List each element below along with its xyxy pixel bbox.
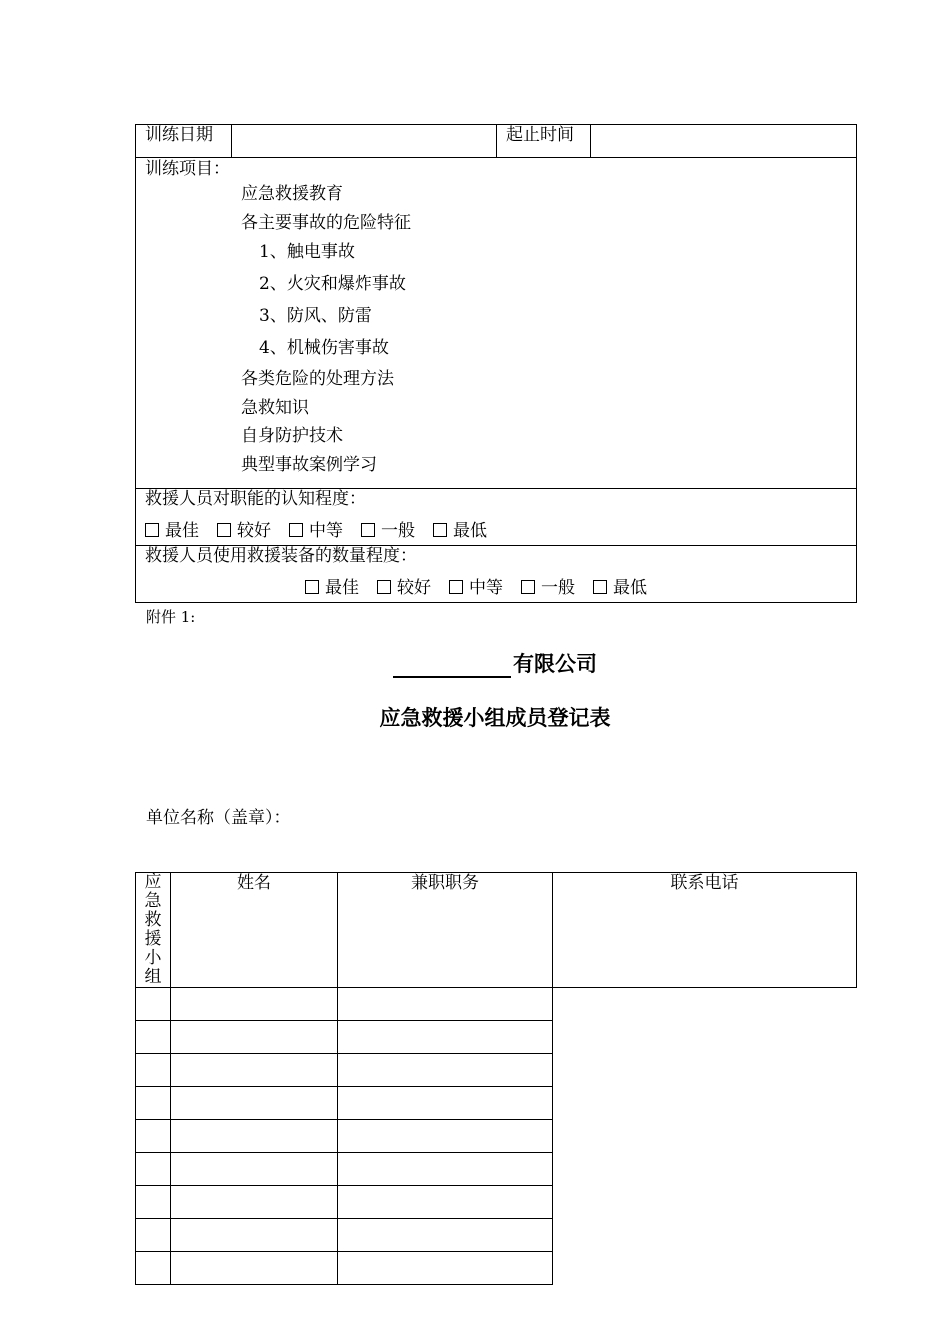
company-name-blank[interactable] xyxy=(393,654,511,678)
time-range-label: 起止时间 xyxy=(506,125,574,145)
group-label-char: 援 xyxy=(144,929,162,949)
table-row xyxy=(136,1021,857,1054)
table-row xyxy=(136,1120,857,1153)
checkbox-icon[interactable] xyxy=(217,523,231,537)
training-item: 自身防护技术 xyxy=(241,426,343,446)
awareness-rating-option-label: 中等 xyxy=(309,521,343,541)
equipment-rating-option[interactable] xyxy=(521,573,575,598)
unit-name-label: 单位名称（盖章）： xyxy=(146,808,291,828)
checkbox-icon[interactable] xyxy=(289,523,303,537)
awareness-rating-option-label: 较好 xyxy=(237,521,271,541)
member-name-field[interactable] xyxy=(136,1153,171,1186)
equipment-rating-option-label: 最低 xyxy=(613,578,647,598)
training-items-list xyxy=(145,180,856,479)
checkbox-icon[interactable] xyxy=(145,523,159,537)
members-header-row xyxy=(136,873,857,988)
member-position-field[interactable] xyxy=(171,1186,338,1219)
training-date-label: 训练日期 xyxy=(145,125,213,145)
training-items-label: 训练项目： xyxy=(145,159,230,179)
member-position-field[interactable] xyxy=(171,1153,338,1186)
equipment-rating-option[interactable] xyxy=(593,573,647,598)
checkbox-icon[interactable] xyxy=(593,580,607,594)
checkbox-icon[interactable] xyxy=(449,580,463,594)
equipment-rating-option-label: 较好 xyxy=(397,578,431,598)
header-name: 姓名 xyxy=(171,873,338,988)
awareness-rating-option[interactable] xyxy=(145,516,199,541)
checkbox-icon[interactable] xyxy=(305,580,319,594)
training-item: 1、触电事故 xyxy=(259,242,355,262)
time-range-field[interactable] xyxy=(591,125,857,158)
checkbox-icon[interactable] xyxy=(433,523,447,537)
equipment-rating-option[interactable] xyxy=(377,573,431,598)
member-phone-field[interactable] xyxy=(338,988,553,1021)
group-label-char: 急 xyxy=(144,891,162,911)
training-record-table xyxy=(135,124,857,603)
member-name-field[interactable] xyxy=(136,1120,171,1153)
company-name-line xyxy=(0,648,950,678)
awareness-rating-option-label: 最佳 xyxy=(165,521,199,541)
equipment-rating-option-label: 中等 xyxy=(469,578,503,598)
training-item: 4、机械伤害事故 xyxy=(259,338,389,358)
equipment-rating-option-label: 一般 xyxy=(541,578,575,598)
table-row xyxy=(136,988,857,1021)
header-position: 兼职职务 xyxy=(338,873,553,988)
member-phone-field[interactable] xyxy=(338,1153,553,1186)
checkbox-icon[interactable] xyxy=(361,523,375,537)
header-phone: 联系电话 xyxy=(553,873,857,988)
member-name-field[interactable] xyxy=(136,1219,171,1252)
training-date-field[interactable] xyxy=(232,125,497,158)
form-title: 应急救援小组成员登记表 xyxy=(379,706,611,730)
table-row xyxy=(136,1219,857,1252)
training-item: 2、火灾和爆炸事故 xyxy=(259,274,406,294)
equipment-label: 救援人员使用救援装备的数量程度： xyxy=(145,546,417,566)
member-position-field[interactable] xyxy=(171,988,338,1021)
member-position-field[interactable] xyxy=(171,1087,338,1120)
table-row xyxy=(136,1153,857,1186)
time-range-label-cell xyxy=(497,125,591,158)
member-phone-field[interactable] xyxy=(338,1054,553,1087)
training-item: 各类危险的处理方法 xyxy=(241,369,394,389)
member-position-field[interactable] xyxy=(171,1021,338,1054)
member-name-field[interactable] xyxy=(136,1252,171,1285)
member-position-field[interactable] xyxy=(171,1219,338,1252)
awareness-rating-option[interactable] xyxy=(361,516,415,541)
awareness-rating-options xyxy=(145,516,856,541)
table-row xyxy=(136,1252,857,1285)
awareness-rating-option-label: 一般 xyxy=(381,521,415,541)
awareness-cell xyxy=(136,489,857,546)
company-suffix: 有限公司 xyxy=(513,652,597,676)
member-position-field[interactable] xyxy=(171,1252,338,1285)
member-name-field[interactable] xyxy=(136,1087,171,1120)
awareness-rating-option[interactable] xyxy=(289,516,343,541)
group-label xyxy=(136,873,170,987)
member-phone-field[interactable] xyxy=(338,1087,553,1120)
member-phone-field[interactable] xyxy=(338,1252,553,1285)
table-row xyxy=(136,1054,857,1087)
member-position-field[interactable] xyxy=(171,1120,338,1153)
training-item: 应急救援教育 xyxy=(241,184,343,204)
training-item: 3、防风、防雷 xyxy=(259,306,372,326)
members-table xyxy=(135,872,857,1285)
group-label-char: 组 xyxy=(144,967,162,987)
member-phone-field[interactable] xyxy=(338,1186,553,1219)
awareness-rating-option-label: 最低 xyxy=(453,521,487,541)
awareness-label: 救援人员对职能的认知程度： xyxy=(145,489,366,509)
member-position-field[interactable] xyxy=(171,1054,338,1087)
member-name-field[interactable] xyxy=(136,1186,171,1219)
group-label-char: 应 xyxy=(144,872,162,892)
member-name-field[interactable] xyxy=(136,1054,171,1087)
member-phone-field[interactable] xyxy=(338,1120,553,1153)
training-item: 各主要事故的危险特征 xyxy=(241,212,411,233)
equipment-rating-option-label: 最佳 xyxy=(325,578,359,598)
group-label-char: 救 xyxy=(144,910,162,930)
equipment-rating-options xyxy=(305,573,856,598)
awareness-rating-option[interactable] xyxy=(433,516,487,541)
equipment-rating-option[interactable] xyxy=(305,573,359,598)
equipment-rating-option[interactable] xyxy=(449,573,503,598)
member-name-field[interactable] xyxy=(136,1021,171,1054)
member-phone-field[interactable] xyxy=(338,1219,553,1252)
training-items-cell xyxy=(136,158,857,489)
checkbox-icon[interactable] xyxy=(521,580,535,594)
training-item: 典型事故案例学习 xyxy=(241,454,377,475)
group-label-char: 小 xyxy=(144,948,162,968)
member-name-field[interactable] xyxy=(136,988,171,1021)
checkbox-icon[interactable] xyxy=(377,580,391,594)
training-item: 急救知识 xyxy=(241,397,309,418)
table-row xyxy=(136,1186,857,1219)
attachment-label: 附件 1: xyxy=(146,608,196,626)
training-date-label-cell xyxy=(136,125,232,158)
equipment-cell xyxy=(136,546,857,603)
group-label-cell xyxy=(136,873,171,988)
member-phone-field[interactable] xyxy=(338,1021,553,1054)
awareness-rating-option[interactable] xyxy=(217,516,271,541)
table-row xyxy=(136,1087,857,1120)
